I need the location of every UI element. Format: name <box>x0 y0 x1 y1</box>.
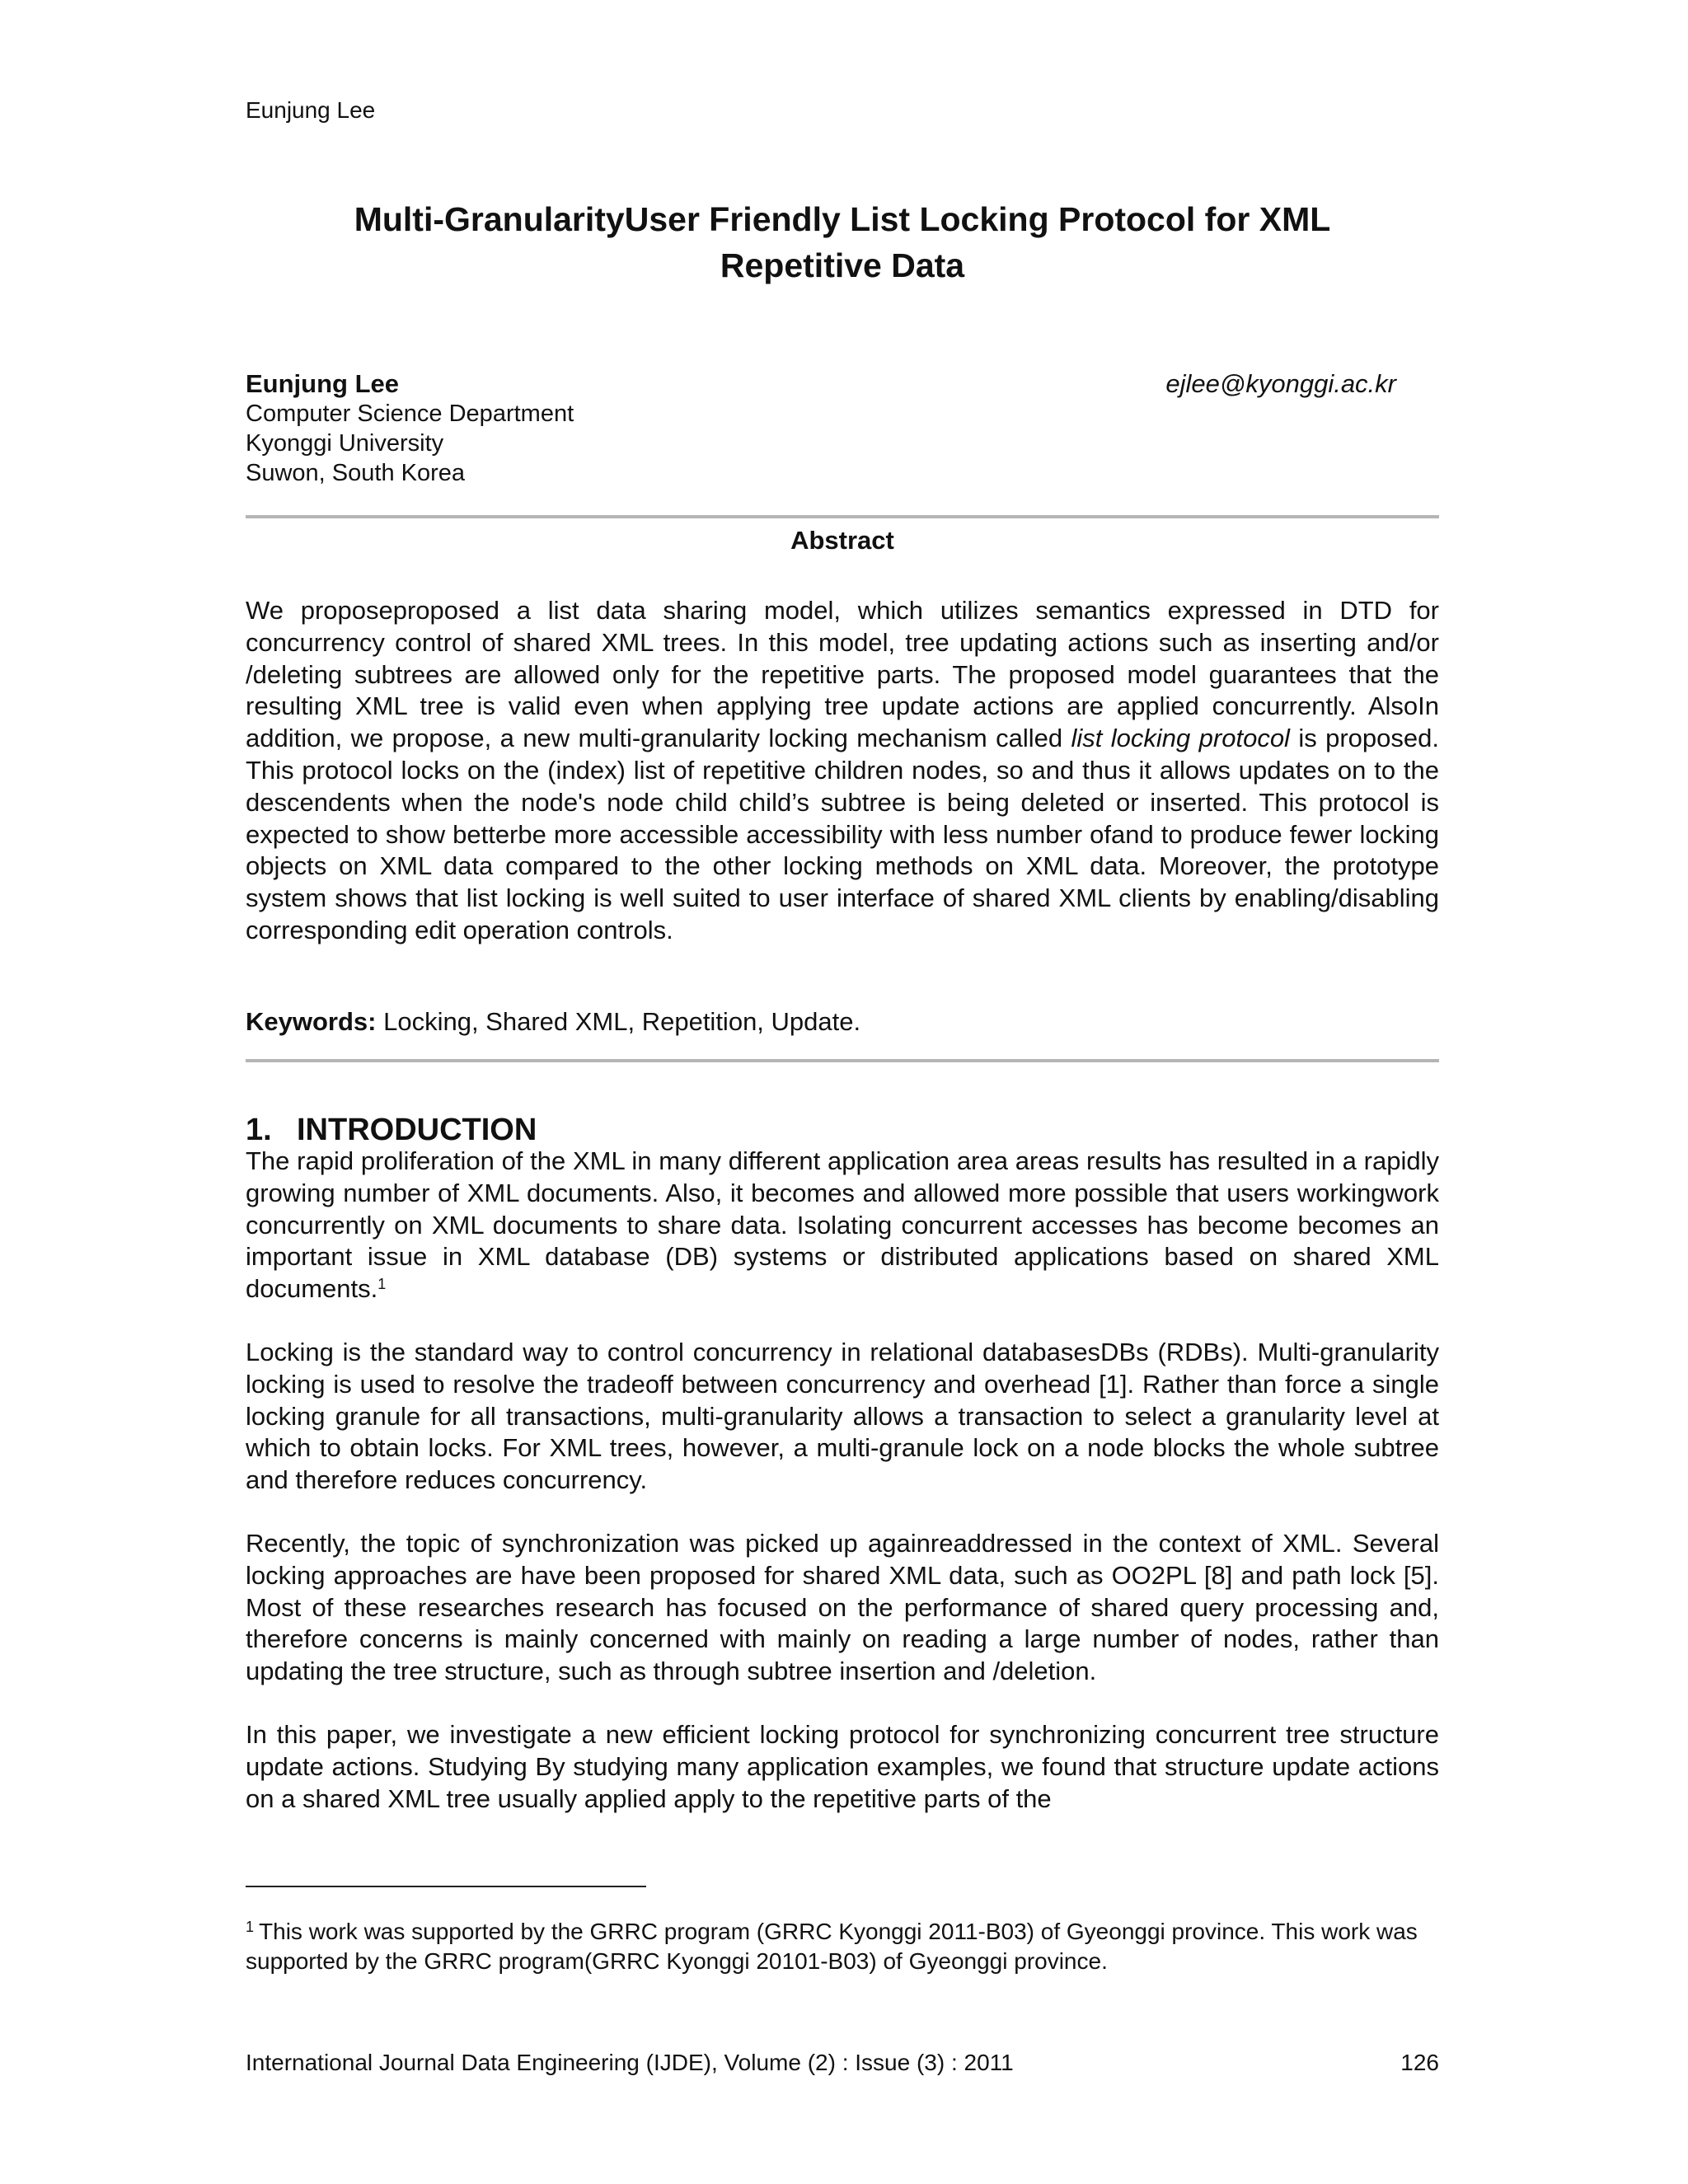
footnote <box>246 1912 1439 1976</box>
keywords-text: Locking, Shared XML, Repetition, Update. <box>376 1007 861 1036</box>
footnote-mark: 1 <box>246 1919 255 1935</box>
page-number: 126 <box>1400 2050 1439 2075</box>
intro-paragraph-1 <box>246 1146 1439 1305</box>
author-name: Eunjung Lee <box>246 369 399 398</box>
section-title: INTRODUCTION <box>297 1113 537 1147</box>
page-footer <box>246 2050 1439 2076</box>
intro-paragraph-1-text: The rapid proliferation of the XML in many different application area areas results has resulted in a rapidly growing number of XML documents. Also, it becomes and allowed more possible that users workingwork concurrently on XML documents to share data. Isolating concurrent accesses has become becomes an important issue in XML database (DB) systems or distributed applications based on shared XML documents. <box>246 1146 1439 1304</box>
title-line-2: Repetitive Data <box>720 246 965 284</box>
author-email: ejlee@kyonggi.ac.kr <box>1165 369 1396 398</box>
intro-paragraph-3: Recently, the topic of synchronization was picked up againreaddressed in the context of XML. Several locking approaches are have been proposed for shared XML data, such as OO2PL [8] and path lock [5]. Most of these researches research has focused on the performance of shared query processing and, therefore concerns is mainly concerned with mainly on reading a large number of nodes, rather than updating the tree structure, such as through subtree insertion and /deletion. <box>246 1528 1439 1686</box>
author-department: Computer Science Department <box>246 401 574 427</box>
section-number: 1. <box>246 1113 272 1147</box>
footer-journal: International Journal Data Engineering (IJDE), Volume (2) : Issue (3) : 2011 <box>246 2050 1014 2075</box>
author-university: Kyonggi University <box>246 430 444 457</box>
author-location: Suwon, South Korea <box>246 460 466 486</box>
intro-paragraph-2: Locking is the standard way to control concurrency in relational databasesDBs (RDBs). Multi-granularity locking is used to resolve the tradeoff between concurrency and overhead [1]. Rather than force a single locking granule for all transactions, multi-granularity allows a transaction to select a granularity level at which to obtain locks. For XML trees, however, a multi-granule lock on a node blocks the whole subtree and therefore reduces concurrency. <box>246 1337 1439 1495</box>
title-line-1: Multi-GranularityUser Friendly List Locking Protocol for XML <box>354 200 1331 238</box>
section-heading <box>246 1113 537 1148</box>
abstract-text <box>246 595 1439 947</box>
abstract-text-part-1: We proposeproposed a list data sharing model, which utilizes semantics expressed in DTD for concurrency control of shared XML trees. In this model, tree updating actions such as inserting and/or /deleting subtrees are allowed only for the repetitive parts. The proposed model guarantees that the resulting XML tree is valid even when applying tree update actions are applied concurrently. AlsoIn addition, we propose, a new multi-granularity locking mechanism called <box>246 596 1439 753</box>
intro-paragraph-4: In this paper, we investigate a new efficient locking protocol for synchronizing concurrent tree structure update actions. Studying By studying many application examples, we found that structure update actions on a shared XML tree usually applied apply to the repetitive parts of the <box>246 1719 1439 1813</box>
abstract-bottom-rule <box>246 1059 1439 1062</box>
abstract-italic-term: list locking protocol <box>1071 724 1290 753</box>
abstract-top-rule <box>246 515 1439 518</box>
paper-title <box>246 196 1439 288</box>
keywords-label: Keywords: <box>246 1007 377 1036</box>
abstract-text-part-2: is proposed. This protocol locks on the (index) list of repetitive children nodes, so and thus it allows updates on to the descendents when the node's node child child’s subtree is being deleted or inserted. This protocol is expected to show betterbe more accessible accessibility with less number ofand to produce fewer locking objects on XML data compared to the other locking methods on XML data. Moreover, the prototype system shows that list locking is well suited to user interface of shared XML clients by enabling/disabling corresponding edit operation controls. <box>246 724 1439 944</box>
footnote-text: This work was supported by the GRRC program (GRRC Kyonggi 2011-B03) of Gyeonggi province. This work was supported by the GRRC program(GRRC Kyonggi 20101-B03) of Gyeonggi province. <box>246 1919 1418 1974</box>
abstract-heading: Abstract <box>790 526 894 555</box>
intro-body <box>246 1146 1439 1846</box>
author-block <box>246 369 1439 488</box>
keywords-line <box>246 1006 1439 1038</box>
footnote-rule <box>246 1886 646 1887</box>
running-head: Eunjung Lee <box>246 97 376 123</box>
footnote-ref[interactable]: 1 <box>377 1276 387 1293</box>
abstract-body <box>246 595 1439 978</box>
